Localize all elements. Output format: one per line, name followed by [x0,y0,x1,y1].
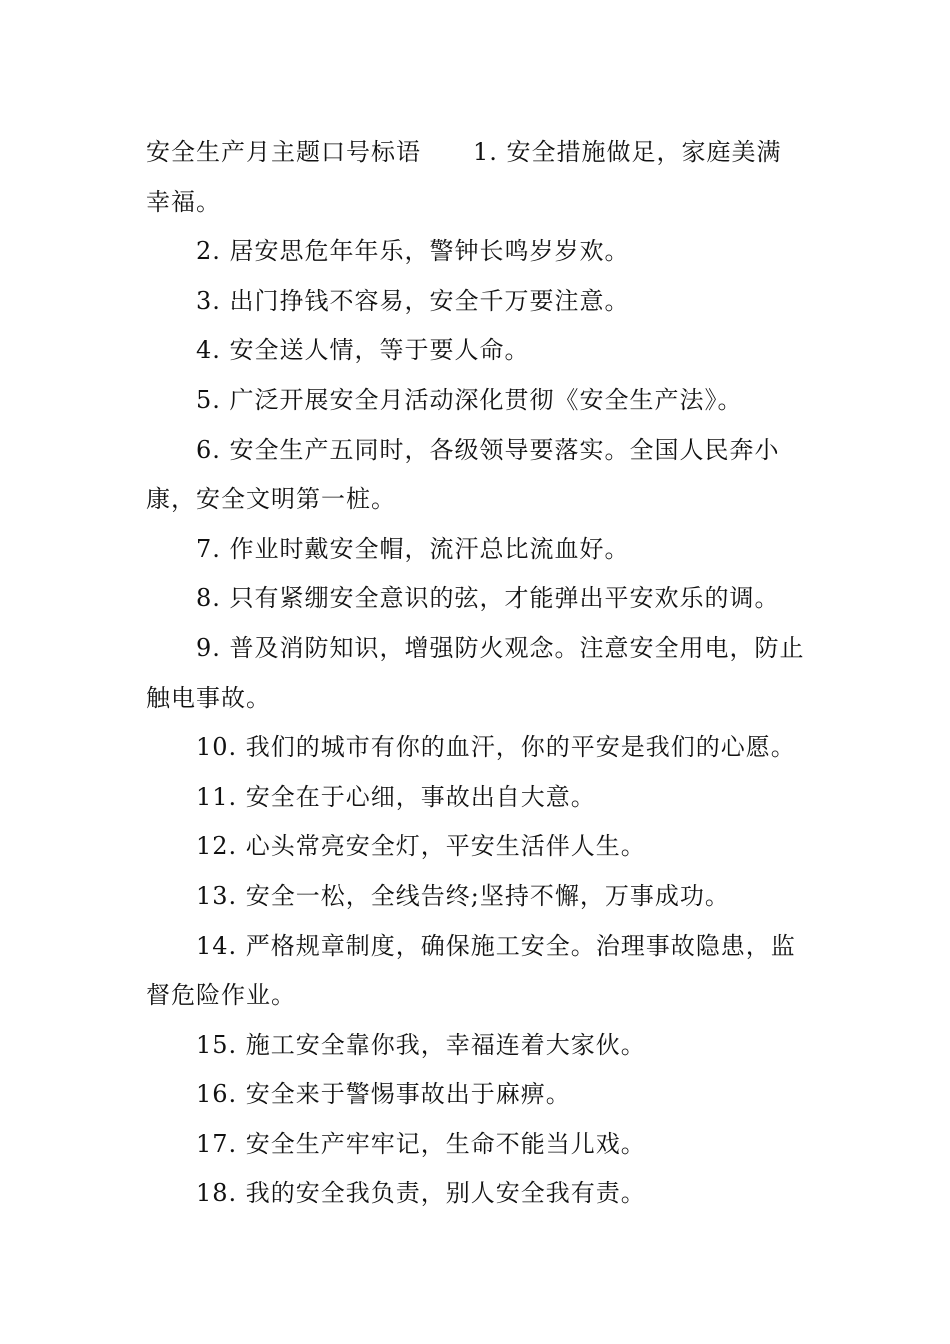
document-body [146,128,806,1219]
slogan-item: 16. 安全来于警惕事故出于麻痹。 [196,1080,571,1109]
slogan-item: 6. 安全生产五同时，各级领导要落实。全国人民奔小康，安全文明第一桩。 [146,435,780,514]
slogan-item: 1. 安全措施做足，家庭美满幸福。 [146,138,782,216]
document-title: 安全生产月主题口号标语 [146,138,421,166]
slogan-item: 4. 安全送人情，等于要人命。 [196,336,530,365]
slogan-item: 5. 广泛开展安全月活动深化贯彻《安全生产法》。 [196,385,743,414]
slogan-item: 8. 只有紧绷安全意识的弦，才能弹出平安欢乐的调。 [196,584,780,613]
slogan-item: 9. 普及消防知识，增强防火观念。注意安全用电，防止触电事故。 [146,633,805,712]
slogan-item: 12. 心头常亮安全灯，平安生活伴人生。 [196,832,646,861]
slogan-item: 10. 我们的城市有你的血汗，你的平安是我们的心愿。 [196,733,796,762]
slogan-item: 7. 作业时戴安全帽，流汗总比流血好。 [196,534,630,563]
slogan-item: 15. 施工安全靠你我，幸福连着大家伙。 [196,1030,646,1059]
slogan-item: 11. 安全在于心细，事故出自大意。 [196,782,596,811]
title-paragraph [146,128,806,227]
slogan-item: 13. 安全一松，全线告终;坚持不懈，万事成功。 [196,881,730,910]
slogan-item: 3. 出门挣钱不容易，安全千万要注意。 [196,286,630,315]
slogan-item: 17. 安全生产牢牢记，生命不能当儿戏。 [196,1129,646,1158]
slogan-item: 14. 严格规章制度，确保施工安全。治理事故隐患，监督危险作业。 [146,931,796,1010]
slogan-item: 18. 我的安全我负责，别人安全我有责。 [196,1179,646,1208]
slogan-item: 2. 居安思危年年乐，警钟长鸣岁岁欢。 [196,237,630,266]
